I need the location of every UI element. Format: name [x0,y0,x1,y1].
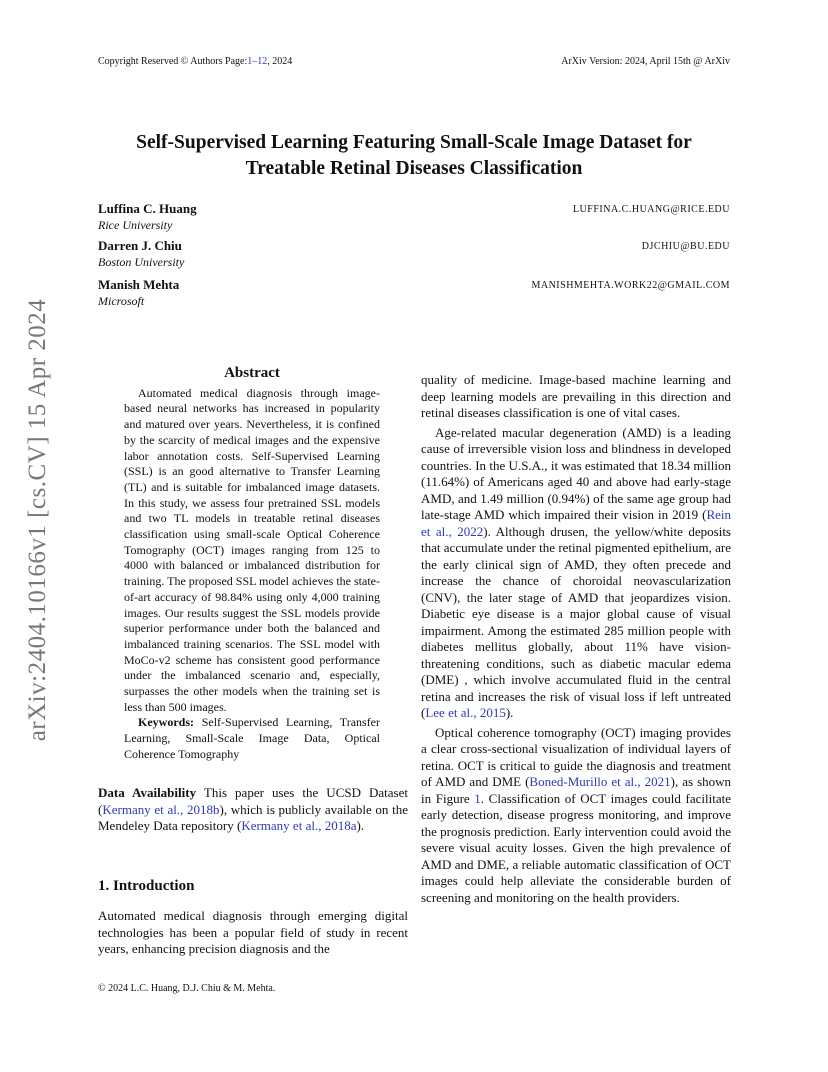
citation-link[interactable]: Lee et al., 2015 [425,705,506,720]
author-block [98,277,730,309]
title-line-2: Treatable Retinal Diseases Classification [245,158,583,179]
paragraph-text: . Classification of OCT images could facilitate early detection, disease progress monitoring, and improve the prognosis prediction. Early intervention could avoid the severe visual acuity losses. Given the high prevalence of AMD and DME, a reliable automatic classification of OCT images could help alleviate the considerable burden of screening and monitoring on the health providers. [421,790,731,905]
author-name: Manish Mehta [98,277,180,292]
intro-paragraph: Automated medical diagnosis through emerging digital technologies has been a popular field of study in recent years, enhancing precision diagnosis and the [98,908,408,956]
section-heading-introduction: 1. Introduction [98,878,195,894]
running-header-left [98,56,292,67]
abstract-text: Automated medical diagnosis through image-based neural networks has increased in popularity and matured over years. Nevertheless, it is confined by the scarcity of medical images and the expensive labor annotation costs. Self-Supervised Learning (SSL) is an good alternative to Transfer Learning (TL) and is suitable for imbalanced image datasets. In this study, we assess four pretrained SSL models and two TL models in treatable retinal diseases classification using small-scale Optical Coherence Tomography (OCT) images ranging from 125 to 4000 with balanced or imbalanced distribution for training. The proposed SSL model achieves the state-of-art accuracy of 98.84% using only 4,000 training images. Our results suggest the SSL models provide superior performance under both the balanced and imbalanced training scenarios. The SSL model with MoCo-v2 scheme has consistent good performance under the imbalanced scenario and, especially, surpasses the other models when the training set is less than 500 images. [124,385,380,714]
running-header-right: ArXiv Version: 2024, April 15th @ ArXiv [561,56,730,67]
abstract [124,366,380,763]
author-block [98,201,730,233]
header-pages-link[interactable]: 1–12 [247,56,268,67]
keywords-label: Keywords: [138,715,194,730]
citation-link[interactable]: Kermany et al., 2018b [102,801,220,817]
keywords-text: Self-Supervised Learning, Transfer Learning, Small-Scale Image Data, Optical Coherence Tomography [124,715,381,761]
abstract-heading: Abstract [224,365,280,381]
author-name: Luffina C. Huang [98,201,197,216]
citation-link[interactable]: Kermany et al., 2018a [241,818,357,833]
figure-ref-link[interactable]: 1 [474,790,481,806]
paragraph [421,725,731,907]
footer-copyright: © 2024 L.C. Huang, D.J. Chiu & M. Mehta. [98,983,276,994]
paragraph [421,425,731,722]
arxiv-side-stamp: arXiv:2404.10166v1 [cs.CV] 15 Apr 2024 [24,298,51,742]
data-availability-text: ), which is publicly available on the Mendeley Data repository ( [98,801,408,833]
author-email[interactable]: LUFFINA.C.HUANG@RICE.EDU [572,204,730,215]
paragraph-text: ). [505,705,514,720]
paper-title [60,130,768,182]
paragraph: quality of medicine. Image-based machine learning and deep learning models are prevailing in this direction and retinal diseases classification is one of vital cases. [421,372,731,420]
author-email[interactable]: MANISHMEHTA.WORK22@GMAIL.COM [531,280,730,291]
right-column [421,372,731,906]
data-availability-text: This paper uses the UCSD Dataset ( [98,785,408,817]
paragraph-text: Optical coherence tomography (OCT) imaging provides a clear cross-sectional visualization of individual layers of retina. OCT is critical to guide the diagnosis and treatment of AMD and DME ( [421,724,731,789]
author-name: Darren J. Chiu [98,238,182,253]
author-affiliation: Rice University [98,218,173,232]
header-copyright: Copyright Reserved © Authors Page: [98,56,248,67]
author-affiliation: Boston University [98,255,185,269]
citation-link[interactable]: Boned-Murillo et al., 2021 [529,774,671,789]
data-availability-label: Data Availability [98,785,197,800]
author-affiliation: Microsoft [98,294,145,308]
citation-link[interactable]: Rein et al., 2022 [421,507,731,539]
data-availability-text: ). [356,818,365,833]
paragraph-text: ), as shown in Figure [421,774,732,806]
title-line-1: Self-Supervised Learning Featuring Small-Scale Image Dataset for [136,132,692,153]
keywords [124,715,380,762]
author-block [98,238,730,270]
data-availability [98,785,408,835]
paragraph-text: Age-related macular degeneration (AMD) is a leading cause of irreversible vision loss and blindness in developed countries. In the U.S.A., it was estimated that 18.34 million (11.64%) of Americans aged 40 and above had early-stage AMD, and 1.49 million (0.94%) of the same age group had late-stage AMD which impaired their vision in 2019 ( [421,424,731,522]
header-year: , 2024 [267,56,293,67]
author-email[interactable]: DJCHIU@BU.EDU [641,241,730,252]
paragraph-text: ). Although drusen, the yellow/white deposits that accumulate under the retinal pigmented epithelium, are the early clinical sign of AMD, they often precede and increase the chance of choroidal neovascularization (CNV), the later stage of AMD that jeopardizes vision. Diabetic eye disease is a major global cause of visual impairment. Among the estimated 285 million people with diabetes mellitus globally, about 11% have vision-threatening conditions, such as diabetic macular edema (DME) , which involve accumulated fluid in the central retina and increases the risk of visual loss if left untreated ( [421,523,731,720]
